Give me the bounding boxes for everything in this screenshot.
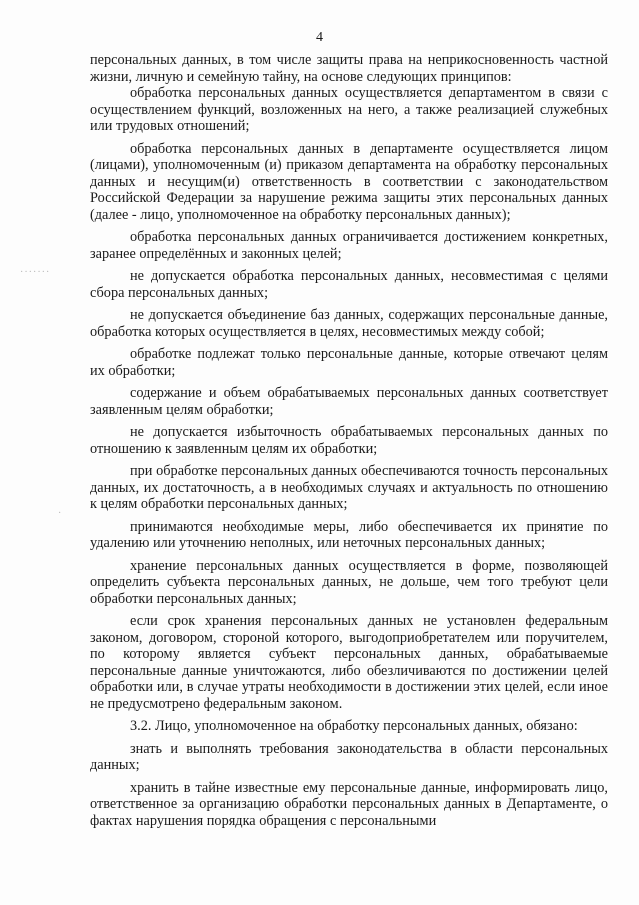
- page-number: 4: [316, 30, 323, 45]
- scan-artifact: ·······: [20, 267, 51, 278]
- paragraph: знать и выполнять требования законодательства в области персональных данных;: [90, 740, 608, 773]
- paragraph: не допускается избыточность обрабатываемых персональных данных по отношению к заявленным целям их обработки;: [90, 424, 608, 457]
- paragraph: не допускается обработка персональных данных, несовместимая с целями сбора персональных данных;: [90, 268, 608, 301]
- paragraph: не допускается объединение баз данных, содержащих персональные данные, обработка которых осуществляется в целях, несовместимых между собой;: [90, 307, 608, 340]
- paragraph: хранить в тайне известные ему персональные данные, информировать лицо, ответственное за организацию обработки персональных данных в Департаменте, о фактах нарушения порядка обращения с персональными: [90, 779, 608, 829]
- paragraph: содержание и объем обрабатываемых персональных данных соответствует заявленным целям обработки;: [90, 385, 608, 418]
- paragraph: обработка персональных данных ограничивается достижением конкретных, заранее определённых и законных целей;: [90, 229, 608, 262]
- section-heading: 3.2. Лицо, уполномоченное на обработку персональных данных, обязано:: [130, 718, 578, 734]
- paragraph: если срок хранения персональных данных не установлен федеральным законом, договором, стороной которого, выгодоприобретателем или поручителем, по которому является субъект персональных данных, обрабатываемые персональные данные уничтожаются, либо обезличиваются по достижении целей обработки или, в случае утраты необходимости в достижении этих целей, если иное не предусмотрено федеральным законом.: [90, 613, 608, 712]
- paragraph: при обработке персональных данных обеспечиваются точность персональных данных, их достаточность, а в необходимых случаях и актуальность по отношению к целям обработки персональных данных;: [90, 463, 608, 512]
- paragraph: принимаются необходимые меры, либо обеспечивается их принятие по удалению или уточнению неполных, или неточных персональных данных;: [90, 518, 608, 551]
- paragraph: персональных данных, в том числе защиты права на неприкосновенность частной жизни, личную и семейную тайну, на основе следующих принципов:: [90, 52, 608, 85]
- paragraph: обработка персональных данных в департаменте осуществляется лицом (лицами), уполномоченным (и) приказом департамента на обработку персональных данных и несущим(и) ответственность в соответствии с законодательством Российской Федерации за нарушение режима защиты этих персональных данных (далее - лицо, уполномоченное на обработку персональных данных);: [90, 140, 608, 223]
- paragraph: обработка персональных данных осуществляется департаментом в связи с осуществлением функций, возложенных на него, а также реализацией служебных или трудовых отношений;: [90, 85, 608, 134]
- scan-artifact: ·: [58, 508, 63, 519]
- paragraph: обработке подлежат только персональные данные, которые отвечают целям их обработки;: [90, 346, 608, 379]
- document-body: [90, 52, 608, 829]
- paragraph: хранение персональных данных осуществляется в форме, позволяющей определить субъекта персональных данных, не дольше, чем того требуют цели обработки персональных данных;: [90, 557, 608, 607]
